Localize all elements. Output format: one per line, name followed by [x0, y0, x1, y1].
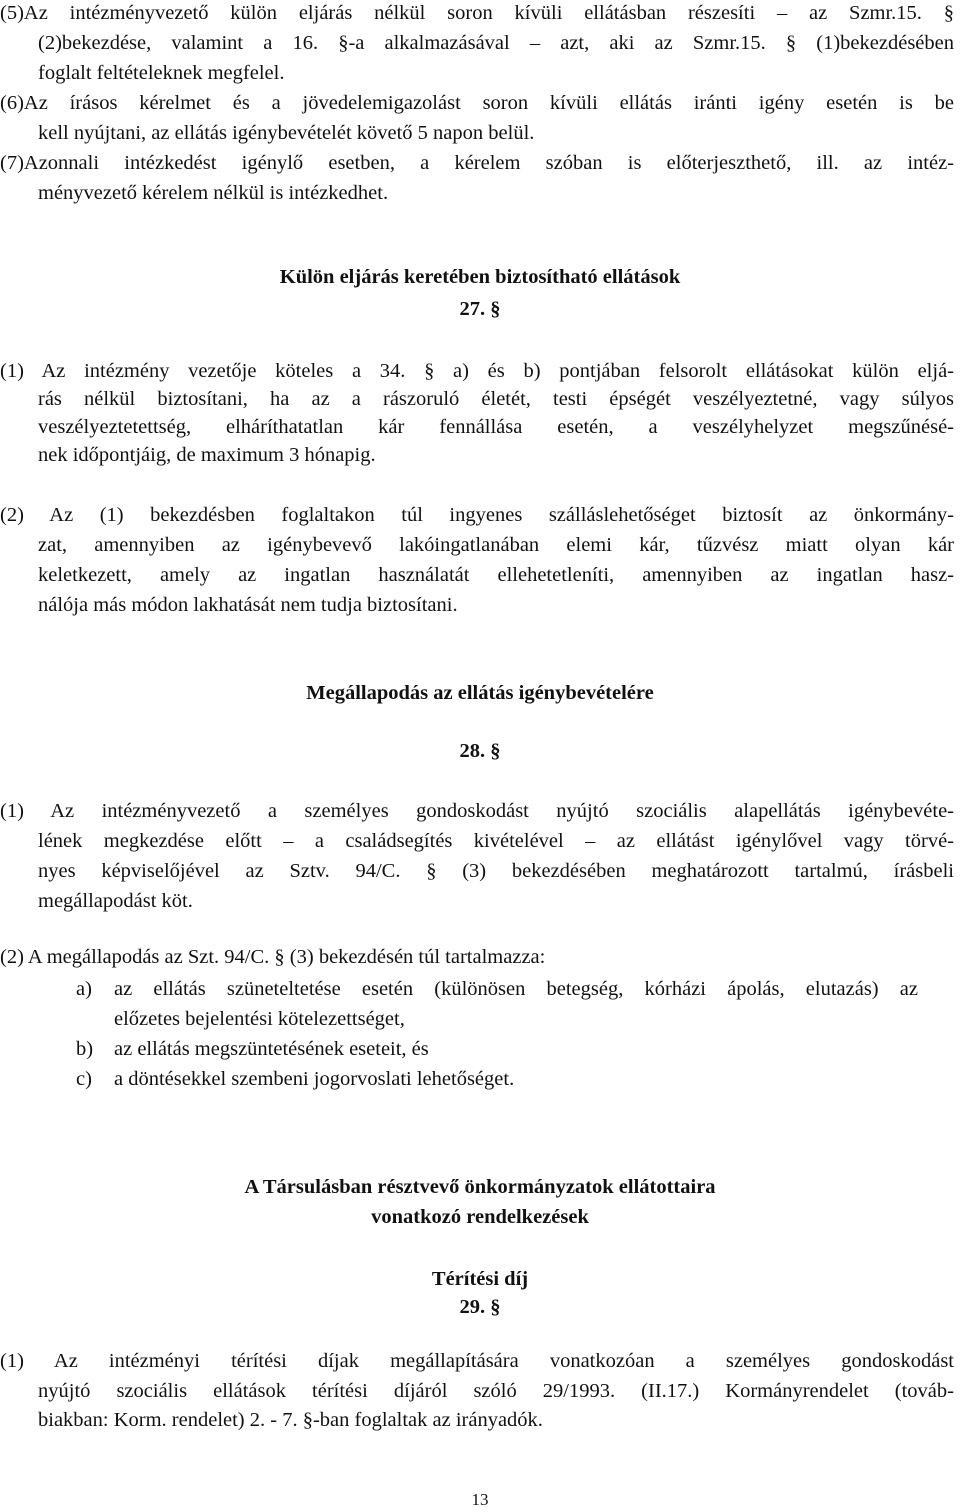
list-marker: a)	[76, 978, 92, 1000]
section-heading: Megállapodás az ellátás igénybevételére	[306, 682, 654, 704]
text-line: (7)Azonnali intézkedést igénylő esetben, a kérelem szóban is előterjeszthető, ill. az intéz-	[0, 152, 954, 174]
paragraph-line: nálója más módon lakhatását nem tudja biztosítani.	[38, 594, 458, 616]
paragraph-line: nyes képviselőjével az Sztv. 94/C. § (3) bekezdésében meghatározott tartalmú, írásbeli	[38, 860, 954, 882]
list-item-line: előzetes bejelentési kötelezettséget,	[114, 1008, 405, 1030]
list-item-line: a döntésekkel szembeni jogorvoslati lehetőséget.	[114, 1068, 515, 1090]
section-heading: vonatkozó rendelkezések	[371, 1206, 589, 1228]
text-line: kell nyújtani, az ellátás igénybevételét követő 5 napon belül.	[38, 122, 535, 144]
paragraph-line: keletkezett, amely az ingatlan használatát ellehetetleníti, amennyiben az ingatlan hasz-	[38, 564, 954, 586]
list-marker: b)	[76, 1038, 94, 1060]
text-line: ményvezető kérelem nélkül is intézkedhet.	[38, 182, 389, 204]
text-line: foglalt feltételeknek megfelel.	[38, 62, 285, 84]
list-item-line: az ellátás megszüntetésének eseteit, és	[114, 1038, 429, 1060]
text-line: (5)Az intézményvezető külön eljárás nélkül soron kívüli ellátásban részesíti – az Szmr.15. §	[0, 2, 954, 24]
section-heading: Külön eljárás keretében biztosítható ellátások	[279, 266, 681, 288]
paragraph-line: (1) Az intézményvezető a személyes gondoskodást nyújtó szociális alapellátás igénybevéte-	[0, 800, 954, 822]
text-line: (6)Az írásos kérelmet és a jövedelemigazolást soron kívüli ellátás iránti igény esetén is be	[0, 92, 954, 114]
page-number: 13	[471, 1490, 489, 1509]
paragraph-line: megállapodást köt.	[38, 890, 193, 912]
list-item-line: az ellátás szüneteltetése esetén (különösen betegség, kórházi ápolás, elutazás) az	[114, 978, 918, 1000]
paragraph-line: nyújtó szociális ellátások térítési díjáról szóló 29/1993. (II.17.) Kormányrendelet (továb-	[38, 1380, 954, 1402]
section-number: 29. §	[459, 1296, 501, 1318]
paragraph-line: biakban: Korm. rendelet) 2. - 7. §-ban foglaltak az irányadók.	[38, 1409, 543, 1431]
paragraph-line: (2) A megállapodás az Szt. 94/C. § (3) bekezdésén túl tartalmazza:	[0, 946, 546, 968]
paragraph-line: (2) Az (1) bekezdésben foglaltakon túl ingyenes szálláslehetőséget biztosít az önkormány-	[0, 504, 954, 526]
list-marker: c)	[76, 1068, 92, 1090]
text-line: (2)bekezdése, valamint a 16. §-a alkalmazásával – azt, aki az Szmr.15. § (1)bekezdésében	[38, 32, 954, 54]
paragraph-line: lének megkezdése előtt – a családsegítés kivételével – az ellátást igénylővel vagy törvé-	[38, 830, 954, 852]
section-number: 28. §	[459, 740, 501, 762]
paragraph-line: rás nélkül biztosítani, ha az a rászoruló életét, testi épségét veszélyeztetné, vagy súlyos	[38, 388, 954, 410]
paragraph-line: (1) Az intézményi térítési díjak megállapítására vonatkozóan a személyes gondoskodást	[0, 1350, 954, 1372]
paragraph-line: (1) Az intézmény vezetője köteles a 34. § a) és b) pontjában felsorolt ellátásokat külön eljá-	[0, 360, 954, 382]
paragraph-line: zat, amennyiben az igénybevevő lakóingatlanában elemi kár, tűzvész miatt olyan kár	[38, 534, 954, 556]
section-number: 27. §	[459, 298, 501, 320]
paragraph-line: nek időpontjáig, de maximum 3 hónapig.	[38, 444, 376, 466]
section-heading: A Társulásban résztvevő önkormányzatok ellátottaira	[244, 1176, 716, 1198]
paragraph-line: veszélyeztetettség, elháríthatatlan kár fennállása esetén, a veszélyhelyzet megszűnésé-	[38, 416, 954, 438]
section-subheading: Térítési díj	[431, 1268, 529, 1290]
